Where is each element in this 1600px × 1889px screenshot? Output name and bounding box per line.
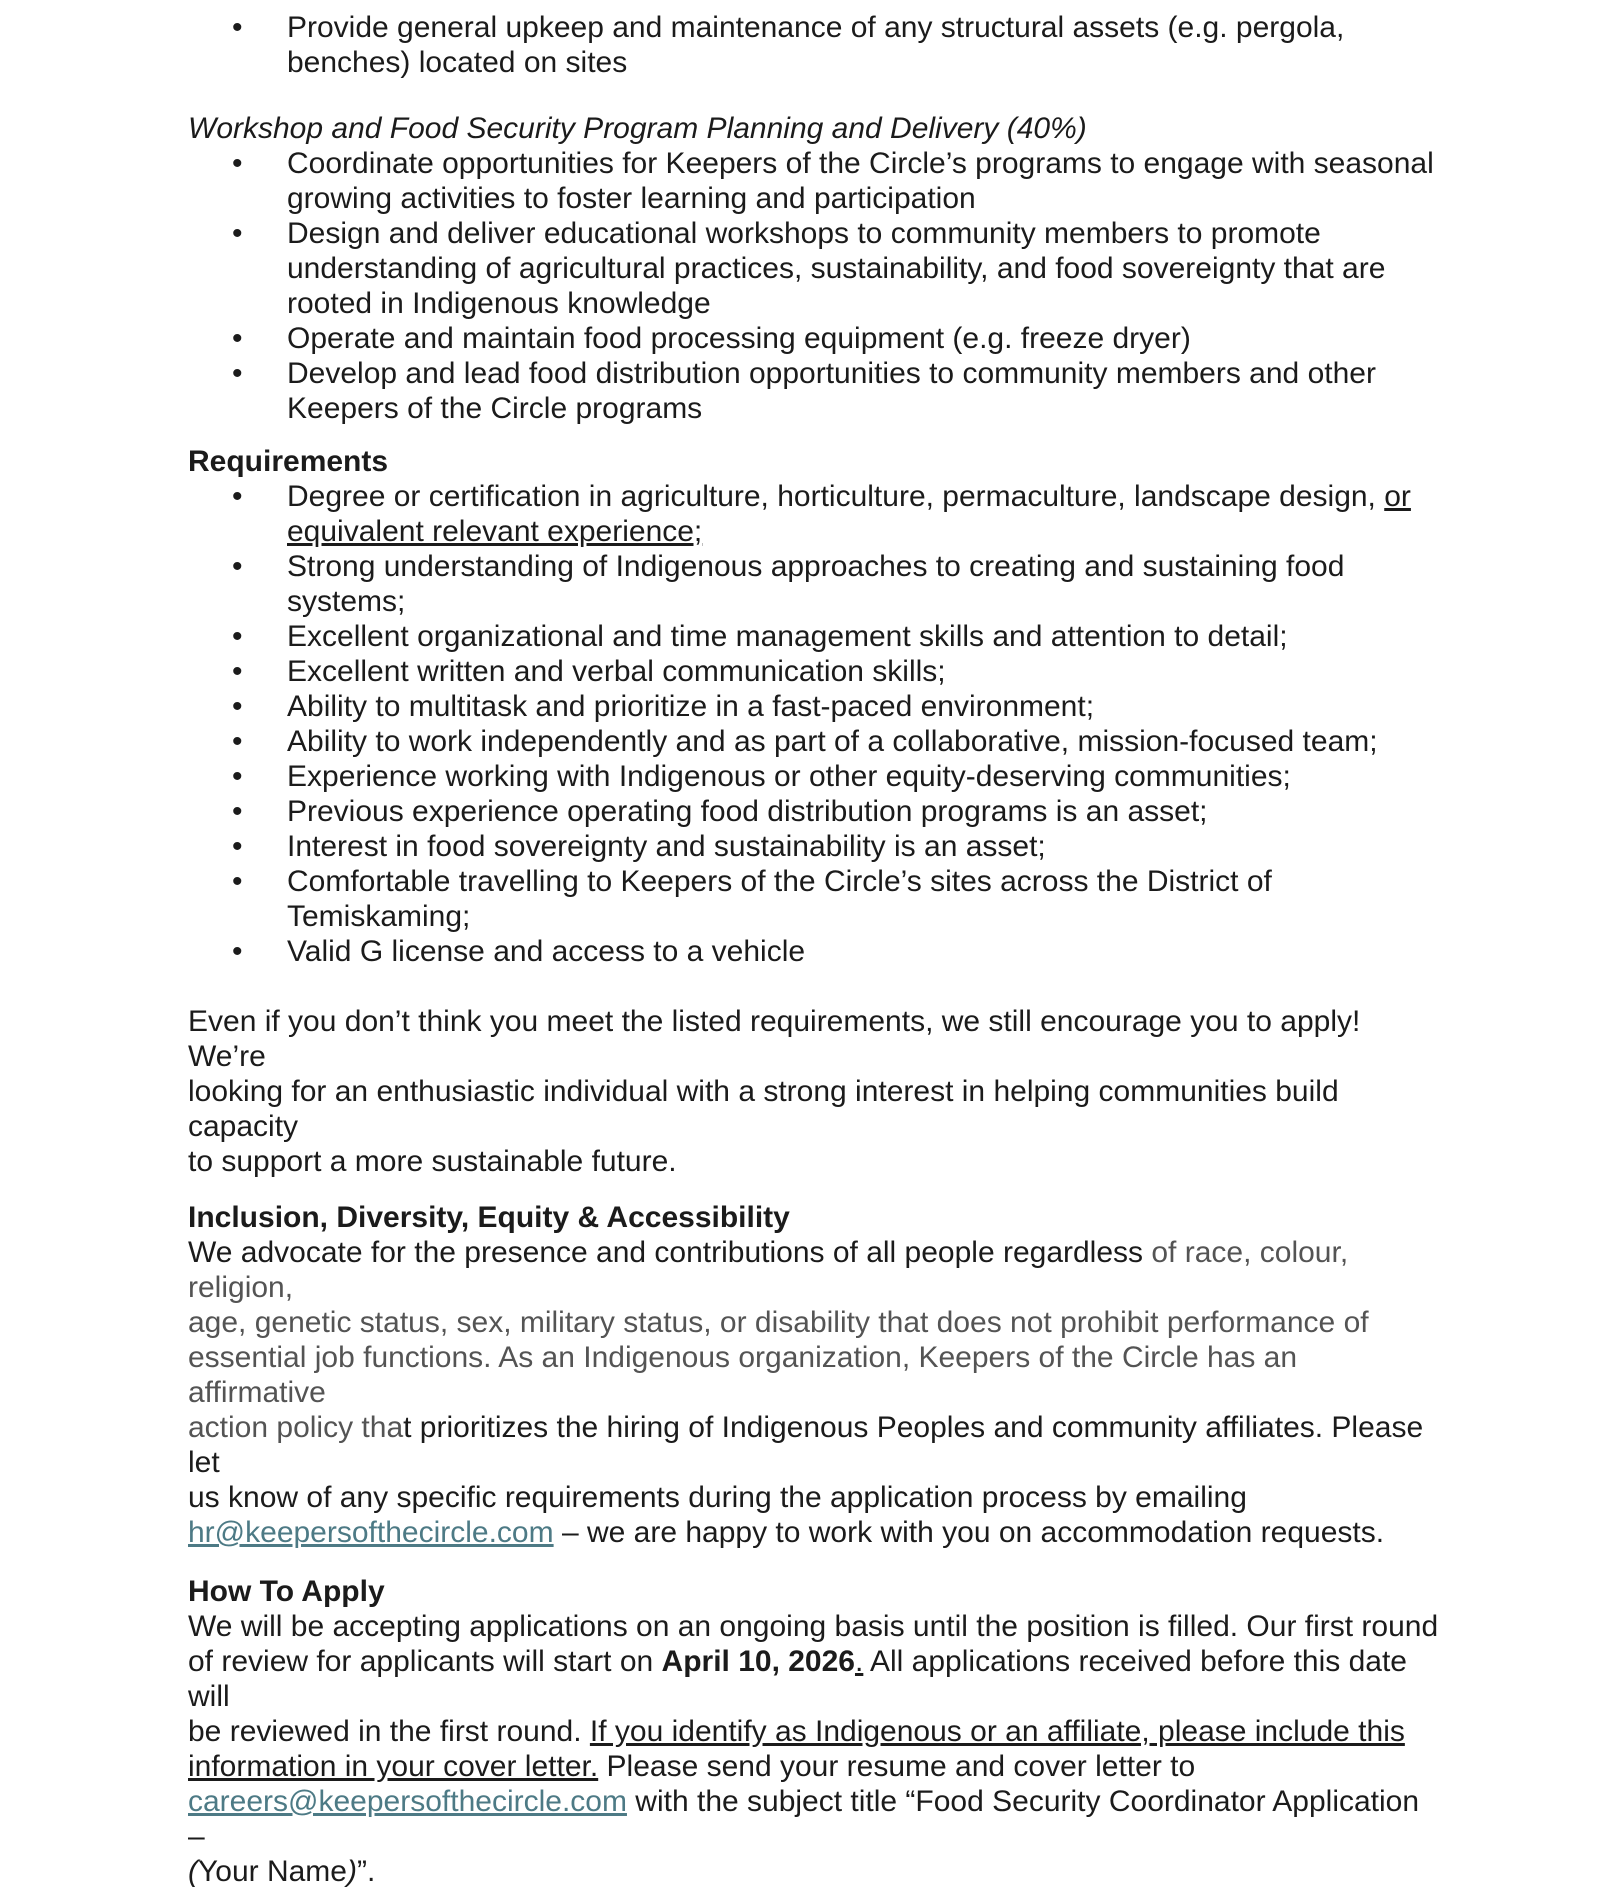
text-segment: rooted in Indigenous knowledge — [287, 287, 711, 320]
bullet-icon: • — [232, 11, 243, 44]
document-page — [188, 10, 1440, 1889]
bullet-text — [287, 935, 805, 968]
bullet-text — [287, 217, 1385, 320]
bullet-item — [188, 321, 1440, 356]
how-to-apply-paragraph — [188, 1609, 1440, 1889]
text-segment: Please send your resume and cover letter to — [598, 1750, 1196, 1783]
bullet-icon: • — [232, 935, 243, 968]
text-segment: systems; — [287, 585, 406, 618]
text-segment: age, genetic status, sex, military status, or disability that does not prohibit performance of — [188, 1306, 1369, 1339]
text-segment: We advocate for the presence and contributions of all people regardless — [188, 1236, 1152, 1269]
bullet-item — [188, 759, 1440, 794]
bullet-icon: • — [232, 830, 243, 863]
bullet-icon: • — [232, 655, 243, 688]
text-segment: Interest in food sovereignty and sustainability is an asset; — [287, 830, 1046, 863]
text-segment: or — [1384, 480, 1411, 513]
inclusion-diversity-paragraph — [188, 1235, 1440, 1550]
text-segment: ( — [188, 1855, 198, 1888]
text-segment: essential job functions. As an Indigenous organization, Keepers of the Circle has an affirmative — [188, 1341, 1298, 1409]
text-segment: of race, colour, religion, — [188, 1236, 1349, 1304]
bullet-text — [287, 830, 1046, 863]
bullet-item — [188, 216, 1440, 321]
text-segment: Even if you don’t think you meet the listed requirements, we still encourage you to apply! We’re — [188, 1005, 1361, 1073]
text-segment: Develop and lead food distribution opportunities to community members and other — [287, 357, 1376, 390]
text-segment: with the subject title “Food Security Coordinator Application – — [188, 1785, 1420, 1853]
bullet-text — [287, 690, 1094, 723]
careers-email-link[interactable]: careers@keepersofthecircle.com — [188, 1785, 627, 1818]
bullet-icon: • — [232, 725, 243, 758]
text-segment: Strong understanding of Indigenous approaches to creating and sustaining food — [287, 550, 1345, 583]
how-to-apply-heading — [188, 1574, 1440, 1609]
bullet-text — [287, 865, 1272, 933]
text-segment: Design and deliver educational workshops to community members to promote — [287, 217, 1321, 250]
bullet-text — [287, 550, 1344, 618]
text-segment: Excellent organizational and time management skills and attention to detail; — [287, 620, 1288, 653]
text-segment: Keepers of the Circle programs — [287, 392, 703, 425]
text-segment: t prioritizes the hiring of Indigenous Peoples and community affiliates. Please let — [188, 1411, 1424, 1479]
intro-bullet-list — [188, 10, 1440, 80]
bullet-icon: • — [232, 147, 243, 180]
bullet-text — [287, 620, 1288, 653]
text-segment: Inclusion, Diversity, Equity & Accessibility — [188, 1201, 790, 1234]
requirements-bullet-list — [188, 479, 1440, 969]
bullet-icon: • — [232, 217, 243, 250]
text-segment: Workshop and Food Security Program Planning and Delivery (40%) — [188, 112, 1087, 145]
bullet-text — [287, 795, 1208, 828]
text-segment: Comfortable travelling to Keepers of the Circle’s sites across the District of — [287, 865, 1272, 898]
text-segment: be reviewed in the first round. — [188, 1715, 590, 1748]
text-segment: understanding of agricultural practices, sustainability, and food sovereignty that are — [287, 252, 1386, 285]
text-segment: We will be accepting applications on an ongoing basis until the position is filled. Our first round — [188, 1610, 1439, 1643]
bullet-icon: • — [232, 550, 243, 583]
bullet-item — [188, 356, 1440, 426]
text-segment: Coordinate opportunities for Keepers of the Circle’s programs to engage with seasonal — [287, 147, 1434, 180]
inclusion-diversity-heading — [188, 1200, 1440, 1235]
bullet-icon: • — [232, 690, 243, 723]
text-segment: action policy tha — [188, 1411, 404, 1444]
text-segment: ) — [346, 1855, 357, 1888]
bullet-icon: • — [232, 620, 243, 653]
text-segment: of review for applicants will start on — [188, 1645, 662, 1678]
text-segment: Provide general upkeep and maintenance of any structural assets (e.g. pergola, — [287, 11, 1345, 44]
text-segment: Your Name — [198, 1855, 347, 1888]
workshop-bullet-list — [188, 146, 1440, 426]
text-segment: Operate and maintain food processing equipment (e.g. freeze dryer) — [287, 322, 1191, 355]
text-segment: Previous experience operating food distribution programs is an asset; — [287, 795, 1208, 828]
text-segment: looking for an enthusiastic individual with a strong interest in helping communities build capacity — [188, 1075, 1339, 1143]
bullet-item — [188, 864, 1440, 934]
requirements-section-heading — [188, 444, 1440, 479]
text-segment: If you identify as Indigenous or an affiliate, please include this — [589, 1715, 1405, 1748]
text-segment: us know of any specific requirements during the application process by emailing — [188, 1481, 1247, 1514]
text-segment: growing activities to foster learning and participation — [287, 182, 976, 215]
bullet-text — [287, 11, 1344, 79]
bullet-text — [287, 357, 1376, 425]
text-segment: All applications received before this date will — [188, 1645, 1407, 1713]
bullet-item — [188, 934, 1440, 969]
bullet-item — [188, 146, 1440, 216]
workshop-section-heading — [188, 111, 1440, 146]
bullet-text — [287, 655, 946, 688]
bullet-item — [188, 689, 1440, 724]
bullet-text — [287, 480, 1411, 548]
bullet-text — [287, 760, 1291, 793]
bullet-item — [188, 794, 1440, 829]
bullet-item — [188, 10, 1440, 80]
bullet-icon: • — [232, 760, 243, 793]
bullet-text — [287, 147, 1434, 215]
text-segment: Temiskaming; — [287, 900, 471, 933]
bullet-item — [188, 654, 1440, 689]
bullet-icon: • — [232, 865, 243, 898]
bullet-item — [188, 549, 1440, 619]
text-segment: Degree or certification in agriculture, horticulture, permaculture, landscape design, — [287, 480, 1385, 513]
bullet-icon: • — [232, 322, 243, 355]
bullet-item — [188, 724, 1440, 759]
bullet-icon: • — [232, 357, 243, 390]
text-segment: Experience working with Indigenous or other equity-deserving communities; — [287, 760, 1291, 793]
text-segment: Excellent written and verbal communication skills; — [287, 655, 946, 688]
text-segment: Requirements — [188, 445, 389, 478]
encouragement-paragraph — [188, 1004, 1440, 1179]
hr-email-link[interactable]: hr@keepersofthecircle.com — [188, 1516, 554, 1549]
text-segment: How To Apply — [188, 1575, 385, 1608]
bullet-icon: • — [232, 480, 243, 513]
bullet-icon: • — [232, 795, 243, 828]
text-segment: information in your cover letter. — [188, 1750, 599, 1783]
bullet-item — [188, 479, 1440, 549]
text-segment: . — [854, 1645, 864, 1678]
text-segment: Valid G license and access to a vehicle — [287, 935, 806, 968]
text-segment: ”. — [356, 1855, 376, 1888]
text-segment: to support a more sustainable future. — [188, 1145, 677, 1178]
bullet-item — [188, 619, 1440, 654]
bullet-item — [188, 829, 1440, 864]
bullet-text — [287, 322, 1191, 355]
text-segment: April 10, 2026 — [661, 1645, 855, 1678]
bullet-text — [287, 725, 1378, 758]
text-segment: Ability to multitask and prioritize in a fast-paced environment; — [287, 690, 1095, 723]
text-segment: – we are happy to work with you on accommodation requests. — [553, 1516, 1385, 1549]
text-segment: benches) located on sites — [287, 46, 628, 79]
text-segment: equivalent relevant experience; — [287, 515, 703, 548]
text-segment: Ability to work independently and as part of a collaborative, mission-focused team; — [287, 725, 1378, 758]
